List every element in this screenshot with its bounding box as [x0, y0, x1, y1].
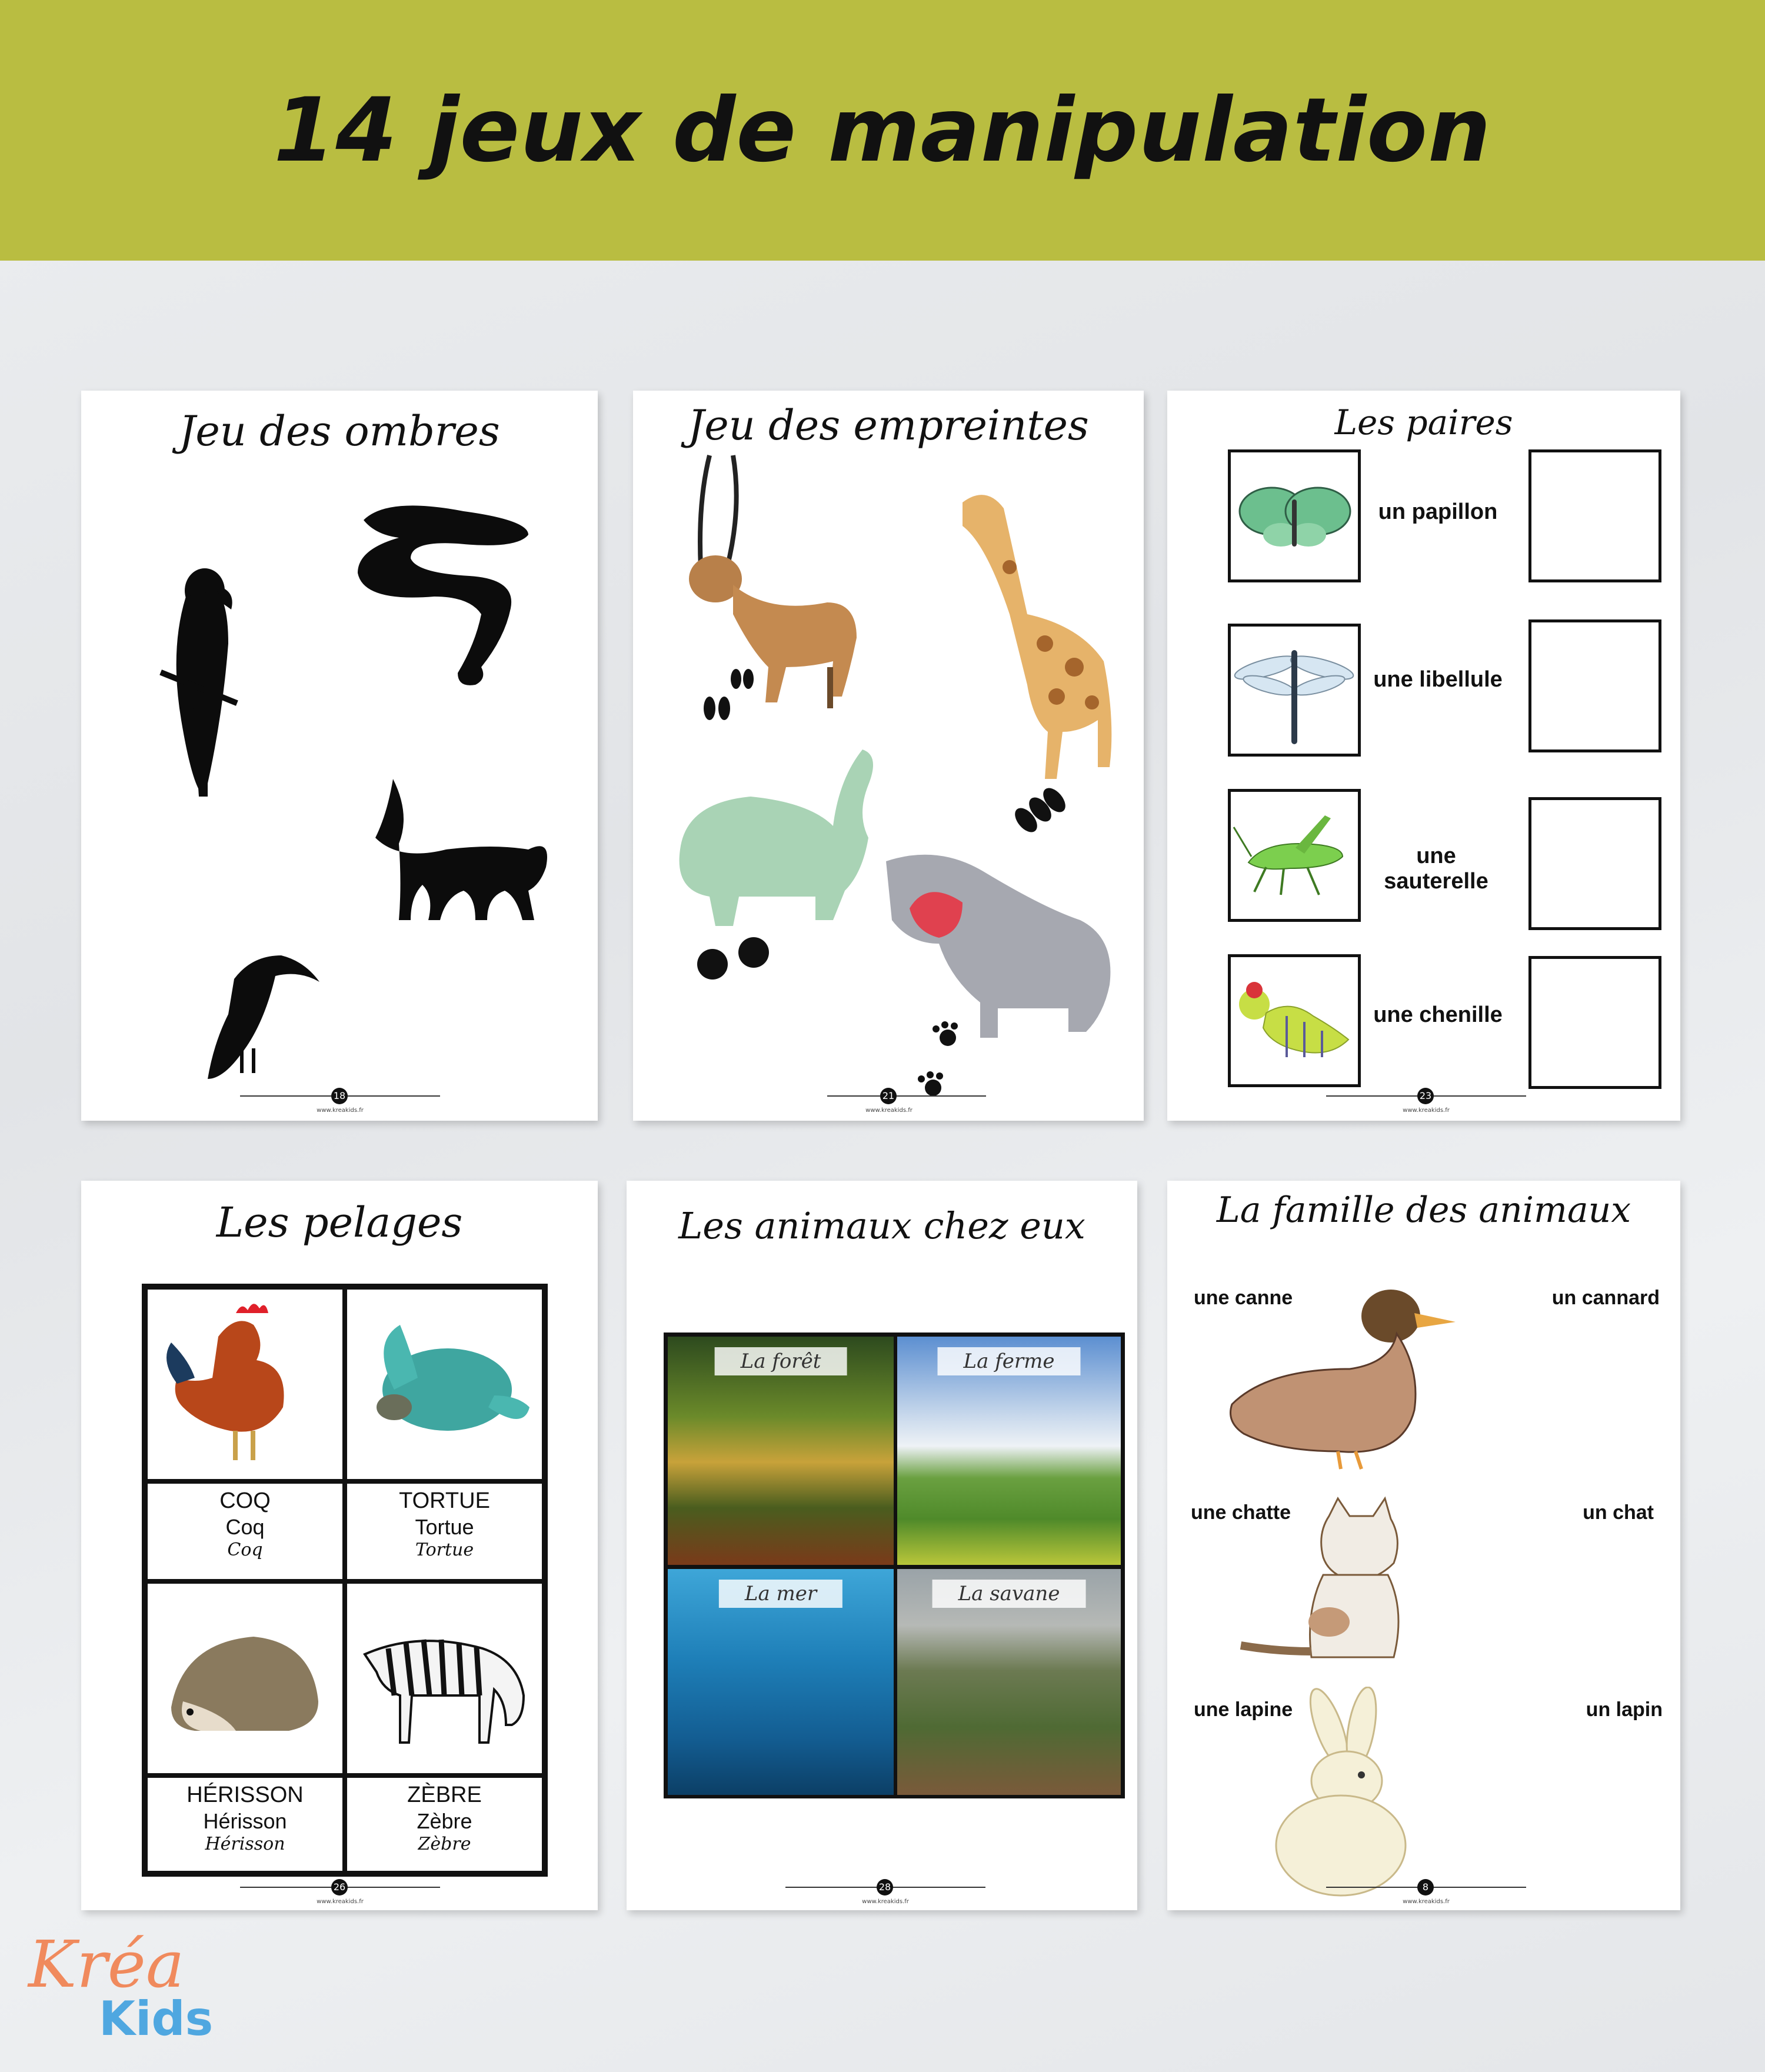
- habitat-foret: [668, 1337, 894, 1565]
- female-label: une chatte: [1191, 1501, 1291, 1524]
- card-title: La famille des animaux: [1216, 1190, 1631, 1231]
- name-uppercase: TORTUE: [399, 1488, 490, 1513]
- card-les-paires: [1167, 391, 1680, 1121]
- name-cell: [145, 1775, 345, 1873]
- giraffe-print-icon: [1011, 784, 1070, 837]
- pair-label: une sauterelle: [1384, 844, 1488, 894]
- name-mixed: Hérisson: [203, 1809, 287, 1833]
- card-title: Les paires: [1334, 402, 1513, 442]
- cat-icon: [1229, 1493, 1429, 1669]
- footer-url: www.kreakids.fr: [317, 1107, 364, 1114]
- picture-box: [1228, 449, 1361, 582]
- name-cursive: Tortue: [415, 1540, 474, 1560]
- card-les-pelages: [81, 1181, 598, 1910]
- elephant-icon: [680, 749, 873, 926]
- elephant-print-icon: [697, 937, 769, 980]
- picture-cell: [145, 1287, 345, 1481]
- page-number: 8: [1417, 1879, 1434, 1896]
- dragonfly-icon: [1231, 627, 1358, 754]
- name-cursive: Zèbre: [418, 1834, 471, 1854]
- duck-icon: [1220, 1281, 1467, 1475]
- hoof-print-icon: [704, 669, 754, 720]
- footer-url: www.kreakids.fr: [865, 1107, 913, 1114]
- picture-box: [1228, 954, 1361, 1087]
- card-title: Jeu des ombres: [179, 407, 500, 455]
- name-cursive: Hérisson: [205, 1834, 285, 1854]
- page-number: 28: [877, 1879, 893, 1896]
- pair-label: un papillon: [1378, 499, 1498, 524]
- habitat-mer: [668, 1569, 894, 1795]
- habitat-label: La mer: [719, 1580, 842, 1608]
- habitat-label: La ferme: [938, 1347, 1081, 1375]
- picture-cell: [345, 1581, 544, 1775]
- empty-box: [1528, 797, 1661, 930]
- pair-label: une libellule: [1373, 667, 1503, 692]
- name-uppercase: ZÈBRE: [407, 1783, 482, 1807]
- hippo-icon: [886, 855, 1110, 1038]
- name-cell: [345, 1775, 544, 1873]
- male-label: un lapin: [1586, 1698, 1663, 1721]
- logo-line2: Kids: [99, 1991, 214, 2046]
- hedgehog-icon: [148, 1584, 342, 1773]
- header-banner: [0, 0, 1765, 261]
- habitat-savane: [897, 1569, 1121, 1795]
- page-number: 21: [880, 1088, 897, 1104]
- footer-url: www.kreakids.fr: [1403, 1898, 1450, 1905]
- male-label: un chat: [1583, 1501, 1654, 1524]
- footprint-illustrations: [633, 391, 1144, 1121]
- rabbit-icon: [1258, 1687, 1458, 1898]
- female-label: une lapine: [1194, 1698, 1293, 1721]
- footer-line: [827, 1095, 986, 1097]
- picture-cell: [145, 1581, 345, 1775]
- name-mixed: Tortue: [415, 1515, 474, 1539]
- page-number: 23: [1417, 1088, 1434, 1104]
- name-uppercase: HÉRISSON: [187, 1783, 304, 1807]
- picture-box: [1228, 624, 1361, 757]
- footer-url: www.kreakids.fr: [317, 1898, 364, 1905]
- shadow-illustrations: [81, 391, 598, 1121]
- empty-box: [1528, 956, 1661, 1089]
- name-cursive: Coq: [227, 1540, 263, 1560]
- card-title: Jeu des empreintes: [688, 401, 1089, 449]
- name-mixed: Zèbre: [417, 1809, 472, 1833]
- picture-cell: [345, 1287, 544, 1481]
- turtle-icon: [347, 1290, 542, 1479]
- snake-shadow-icon: [358, 505, 528, 685]
- paw-print-icon: [918, 1021, 958, 1096]
- giraffe-icon: [963, 495, 1111, 779]
- footer-url: www.kreakids.fr: [1403, 1107, 1450, 1114]
- card-title: Les animaux chez eux: [678, 1204, 1085, 1247]
- card-jeu-des-empreintes: [633, 391, 1144, 1121]
- butterfly-icon: [1231, 452, 1358, 579]
- empty-box: [1528, 619, 1661, 752]
- footer-url: www.kreakids.fr: [862, 1898, 909, 1905]
- name-mixed: Coq: [225, 1515, 265, 1539]
- name-cell: [345, 1481, 544, 1581]
- card-la-famille-des-animaux: [1167, 1181, 1680, 1910]
- toucan-shadow-icon: [208, 955, 319, 1079]
- name-cell: [145, 1481, 345, 1581]
- banner-title: 14 jeux de manipulation: [274, 79, 1491, 182]
- male-label: un cannard: [1551, 1287, 1660, 1309]
- card-title: Les pelages: [216, 1198, 463, 1247]
- empty-box: [1528, 449, 1661, 582]
- card-les-animaux-chez-eux: [627, 1181, 1137, 1910]
- female-label: une canne: [1194, 1287, 1293, 1309]
- panther-shadow-icon: [375, 779, 547, 920]
- pair-label: une chenille: [1373, 1002, 1503, 1027]
- rooster-icon: [148, 1290, 342, 1479]
- parrot-shadow-icon: [159, 568, 238, 797]
- habitat-label: La savane: [933, 1580, 1086, 1608]
- grasshopper-icon: [1231, 792, 1358, 919]
- habitat-ferme: [897, 1337, 1121, 1565]
- card-jeu-des-ombres: [81, 391, 598, 1121]
- caterpillar-icon: [1231, 957, 1358, 1084]
- picture-box: [1228, 789, 1361, 922]
- name-uppercase: COQ: [219, 1488, 271, 1513]
- habitat-label: La forêt: [715, 1347, 847, 1375]
- kreakids-logo: [28, 1927, 217, 2068]
- page-number: 26: [331, 1879, 348, 1896]
- page-number: 18: [331, 1088, 348, 1104]
- logo-line1: Kréa: [28, 1927, 185, 2002]
- antelope-icon: [689, 455, 857, 708]
- zebra-icon: [347, 1584, 542, 1773]
